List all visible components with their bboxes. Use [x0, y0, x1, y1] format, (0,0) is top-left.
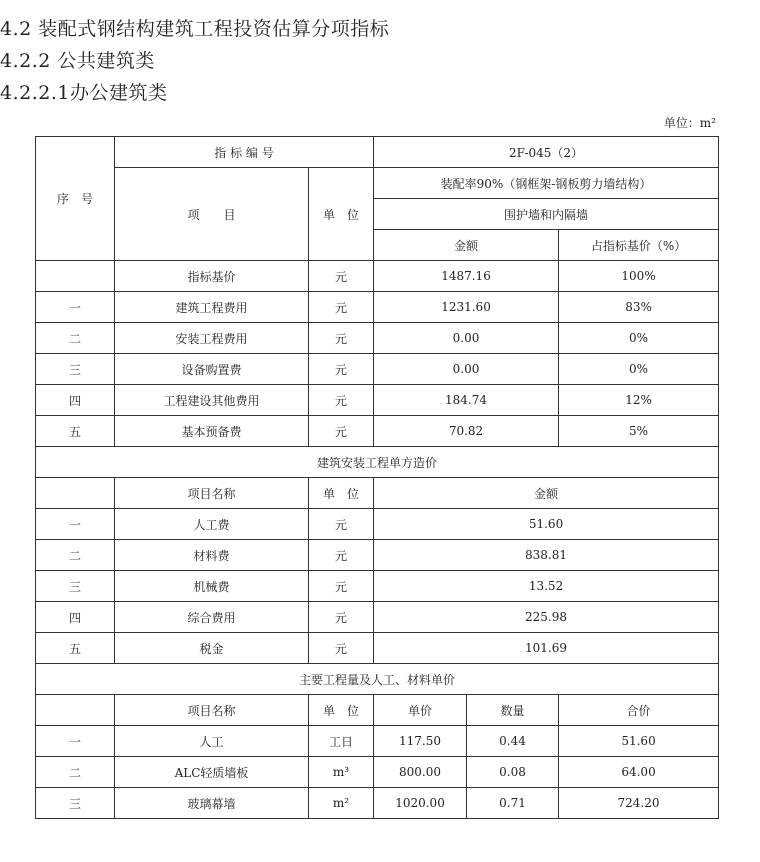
- row-amount: 70.82: [374, 416, 559, 447]
- row-amount: 1231.60: [374, 292, 559, 323]
- table-row: [36, 416, 719, 447]
- row-seq: 四: [36, 385, 115, 416]
- row-ratio: 100%: [559, 261, 719, 292]
- index-table: [35, 136, 719, 819]
- section-title-row: [36, 447, 719, 478]
- row-unit: 元: [309, 292, 374, 323]
- section3-header-price: 单价: [374, 695, 467, 726]
- row-ratio: 12%: [559, 385, 719, 416]
- row-unit: 工日: [309, 726, 374, 757]
- row-total: 51.60: [559, 726, 719, 757]
- section2-header-unit: 单 位: [309, 478, 374, 509]
- row-ratio: 83%: [559, 292, 719, 323]
- header-structure: 装配率90%（钢框架-钢板剪力墙结构）: [374, 168, 719, 199]
- row-unit: 元: [309, 354, 374, 385]
- row-unit: m³: [309, 757, 374, 788]
- row-qty: 0.08: [467, 757, 559, 788]
- section3-header-unit: 单 位: [309, 695, 374, 726]
- header-item: 项 目: [115, 168, 309, 261]
- table-row: [36, 292, 719, 323]
- section-title-row: [36, 664, 719, 695]
- row-qty: 0.71: [467, 788, 559, 819]
- row-name: 税金: [115, 633, 309, 664]
- section3-header-seq: [36, 695, 115, 726]
- row-unit: 元: [309, 509, 374, 540]
- table-row: [36, 726, 719, 757]
- row-name: 人工: [115, 726, 309, 757]
- row-amount: 225.98: [374, 602, 719, 633]
- row-seq: 三: [36, 788, 115, 819]
- row-name: 设备购置费: [115, 354, 309, 385]
- header-index-code-label: 指 标 编 号: [115, 137, 374, 168]
- title-line-1: 4.2 装配式钢结构建筑工程投资估算分项指标: [0, 18, 390, 40]
- table-row: [36, 788, 719, 819]
- section2-header-row: [36, 478, 719, 509]
- header-wall-type: 围护墙和内隔墙: [374, 199, 719, 230]
- row-seq: 四: [36, 602, 115, 633]
- row-name: ALC轻质墙板: [115, 757, 309, 788]
- section3-header-total: 合价: [559, 695, 719, 726]
- row-seq: 一: [36, 292, 115, 323]
- section3-header-qty: 数量: [467, 695, 559, 726]
- row-total: 64.00: [559, 757, 719, 788]
- row-seq: 三: [36, 354, 115, 385]
- header-index-code-value: 2F-045（2）: [374, 137, 719, 168]
- row-amount: 1487.16: [374, 261, 559, 292]
- row-ratio: 5%: [559, 416, 719, 447]
- row-unit: 元: [309, 323, 374, 354]
- row-name: 建筑工程费用: [115, 292, 309, 323]
- table-row: [36, 323, 719, 354]
- row-amount: 838.81: [374, 540, 719, 571]
- row-name: 基本预备费: [115, 416, 309, 447]
- row-seq: 三: [36, 571, 115, 602]
- title-line-3: 4.2.2.1办公建筑类: [0, 82, 168, 104]
- row-amount: 0.00: [374, 354, 559, 385]
- row-price: 117.50: [374, 726, 467, 757]
- row-seq: [36, 261, 115, 292]
- table-row: [36, 354, 719, 385]
- table-row: [36, 602, 719, 633]
- table-row: [36, 261, 719, 292]
- header-amount: 金额: [374, 230, 559, 261]
- table-row: [36, 385, 719, 416]
- row-name: 材料费: [115, 540, 309, 571]
- table-row: [36, 757, 719, 788]
- row-ratio: 0%: [559, 354, 719, 385]
- header-row-2: [36, 168, 719, 199]
- row-price: 800.00: [374, 757, 467, 788]
- row-name: 机械费: [115, 571, 309, 602]
- row-unit: 元: [309, 633, 374, 664]
- row-name: 人工费: [115, 509, 309, 540]
- row-total: 724.20: [559, 788, 719, 819]
- table-row: [36, 633, 719, 664]
- row-seq: 五: [36, 416, 115, 447]
- header-seq: 序 号: [36, 137, 115, 261]
- table-row: [36, 571, 719, 602]
- header-unit: 单 位: [309, 168, 374, 261]
- section3-title: 主要工程量及人工、材料单价: [36, 664, 719, 695]
- row-amount: 13.52: [374, 571, 719, 602]
- row-seq: 二: [36, 540, 115, 571]
- section3-header-name: 项目名称: [115, 695, 309, 726]
- row-seq: 二: [36, 323, 115, 354]
- row-amount: 51.60: [374, 509, 719, 540]
- section2-header-amount: 金额: [374, 478, 719, 509]
- header-row-1: [36, 137, 719, 168]
- row-seq: 二: [36, 757, 115, 788]
- row-amount: 0.00: [374, 323, 559, 354]
- title-line-2: 4.2.2 公共建筑类: [0, 50, 155, 72]
- row-unit: 元: [309, 385, 374, 416]
- row-seq: 一: [36, 726, 115, 757]
- section2-header-seq: [36, 478, 115, 509]
- row-amount: 101.69: [374, 633, 719, 664]
- row-name: 综合费用: [115, 602, 309, 633]
- row-amount: 184.74: [374, 385, 559, 416]
- row-ratio: 0%: [559, 323, 719, 354]
- table-row: [36, 540, 719, 571]
- row-qty: 0.44: [467, 726, 559, 757]
- row-unit: 元: [309, 540, 374, 571]
- unit-label: 单位：m²: [663, 116, 716, 130]
- row-name: 指标基价: [115, 261, 309, 292]
- header-ratio: 占指标基价（%）: [559, 230, 719, 261]
- section3-header-row: [36, 695, 719, 726]
- row-seq: 五: [36, 633, 115, 664]
- section2-header-name: 项目名称: [115, 478, 309, 509]
- table-row: [36, 509, 719, 540]
- row-name: 玻璃幕墙: [115, 788, 309, 819]
- row-unit: 元: [309, 571, 374, 602]
- row-name: 安装工程费用: [115, 323, 309, 354]
- row-unit: 元: [309, 602, 374, 633]
- row-seq: 一: [36, 509, 115, 540]
- row-name: 工程建设其他费用: [115, 385, 309, 416]
- row-unit: 元: [309, 261, 374, 292]
- row-price: 1020.00: [374, 788, 467, 819]
- section2-title: 建筑安装工程单方造价: [36, 447, 719, 478]
- row-unit: m²: [309, 788, 374, 819]
- row-unit: 元: [309, 416, 374, 447]
